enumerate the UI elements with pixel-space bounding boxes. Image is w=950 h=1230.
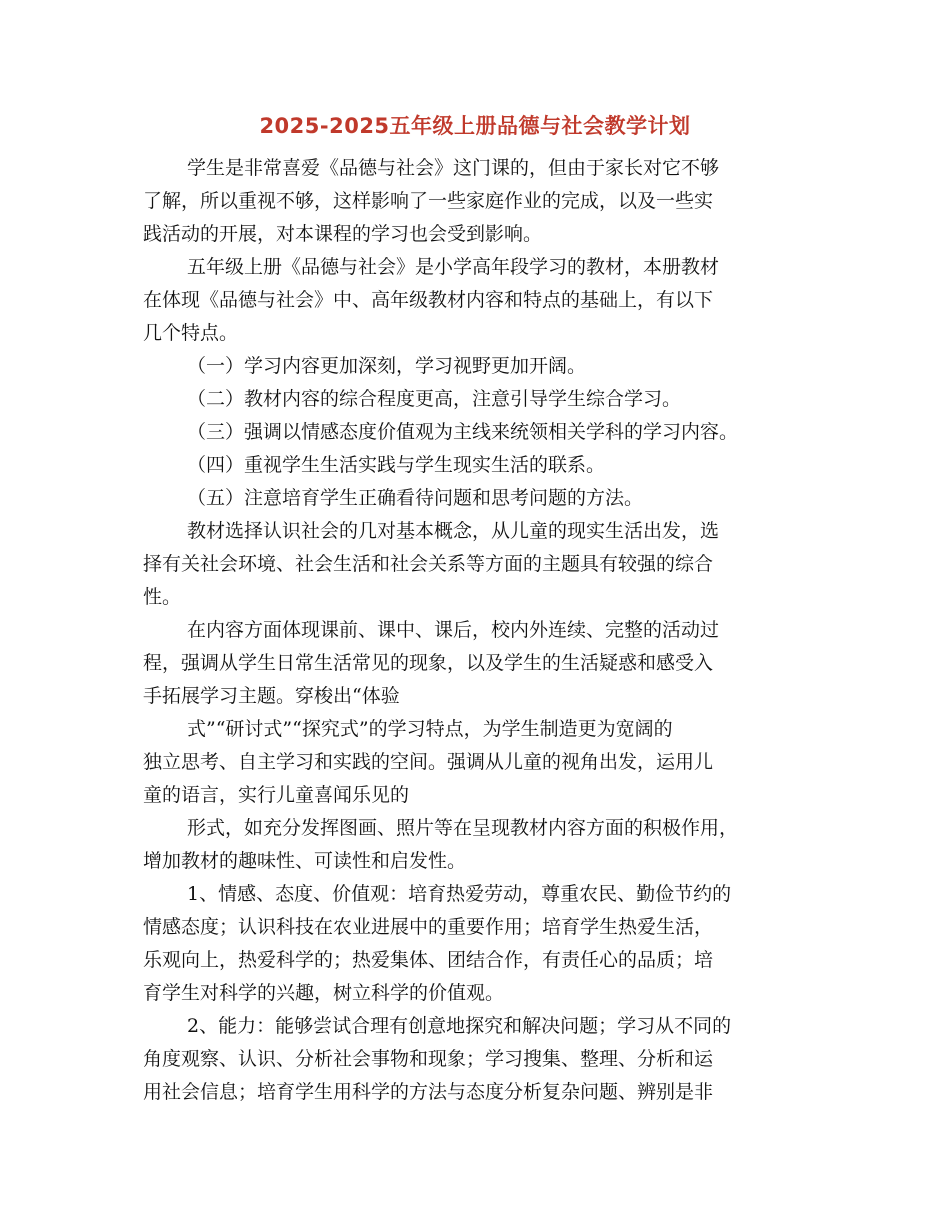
text-line: 择有关社会环境、社会生活和社会关系等方面的主题具有较强的综合 (143, 553, 714, 575)
text-line: 几个特点。 (143, 322, 239, 344)
text-line: 了解，所以重视不够，这样影响了一些家庭作业的完成，以及一些实 (143, 190, 714, 212)
text-line: 育学生对科学的兴趣，树立科学的价值观。 (143, 982, 505, 1004)
text-line: 2、能力：能够尝试合理有创意地探究和解决问题；学习从不同的 (187, 1015, 732, 1037)
text-line: 践活动的开展，对本课程的学习也会受到影响。 (143, 223, 543, 245)
text-line: 五年级上册《品德与社会》是小学高年段学习的教材，本册教材 (187, 256, 720, 278)
text-line: 在内容方面体现课前、课中、课后，校内外连续、完整的活动过 (187, 619, 720, 641)
text-line: 程，强调从学生日常生活常见的现象，以及学生的生活疑惑和感受入 (143, 652, 714, 674)
text-line: 教材选择认识社会的几对基本概念，从儿童的现实生活出发，选 (187, 520, 720, 542)
text-line: 形式，如充分发挥图画、照片等在呈现教材内容方面的积极作用， (187, 817, 739, 839)
text-line: （二）教材内容的综合程度更高，注意引导学生综合学习。 (187, 388, 682, 410)
text-line: 独立思考、自主学习和实践的空间。强调从儿童的视角出发，运用儿 (143, 751, 714, 773)
text-line: （一）学习内容更加深刻，学习视野更加开阔。 (187, 355, 587, 377)
text-line: 增加教材的趣味性、可读性和启发性。 (143, 850, 467, 872)
text-line: 学生是非常喜爱《品德与社会》这门课的，但由于家长对它不够 (187, 157, 720, 179)
text-line: （四）重视学生生活实践与学生现实生活的联系。 (187, 454, 606, 476)
text-line: （三）强调以情感态度价值观为主线来统领相关学科的学习内容。 (187, 421, 739, 443)
document-title: 2025-2025五年级上册品德与社会教学计划 (259, 114, 691, 138)
text-line: 情感态度；认识科技在农业进展中的重要作用；培育学生热爱生活， (143, 916, 714, 938)
text-line: 手拓展学习主题。穿梭出“体验 (143, 685, 400, 707)
text-line: 角度观察、认识、分析社会事物和现象；学习搜集、整理、分析和运 (143, 1048, 714, 1070)
text-line: 乐观向上，热爱科学的；热爱集体、团结合作，有责任心的品质；培 (143, 949, 714, 971)
text-line: 性。 (143, 586, 182, 608)
text-line: 用社会信息；培育学生用科学的方法与态度分析复杂问题、辨别是非 (143, 1081, 714, 1103)
text-line: 童的语言，实行儿童喜闻乐见的 (143, 784, 410, 806)
text-line: 1、情感、态度、价值观：培育热爱劳动，尊重农民、勤俭节约的 (187, 883, 732, 905)
text-line: 在体现《品德与社会》中、高年级教材内容和特点的基础上，有以下 (143, 289, 714, 311)
text-line: 式”“研讨式”“探究式”的学习特点，为学生制造更为宽阔的 (187, 718, 673, 740)
document-body (143, 152, 811, 1109)
text-line: （五）注意培育学生正确看待问题和思考问题的方法。 (187, 487, 644, 509)
